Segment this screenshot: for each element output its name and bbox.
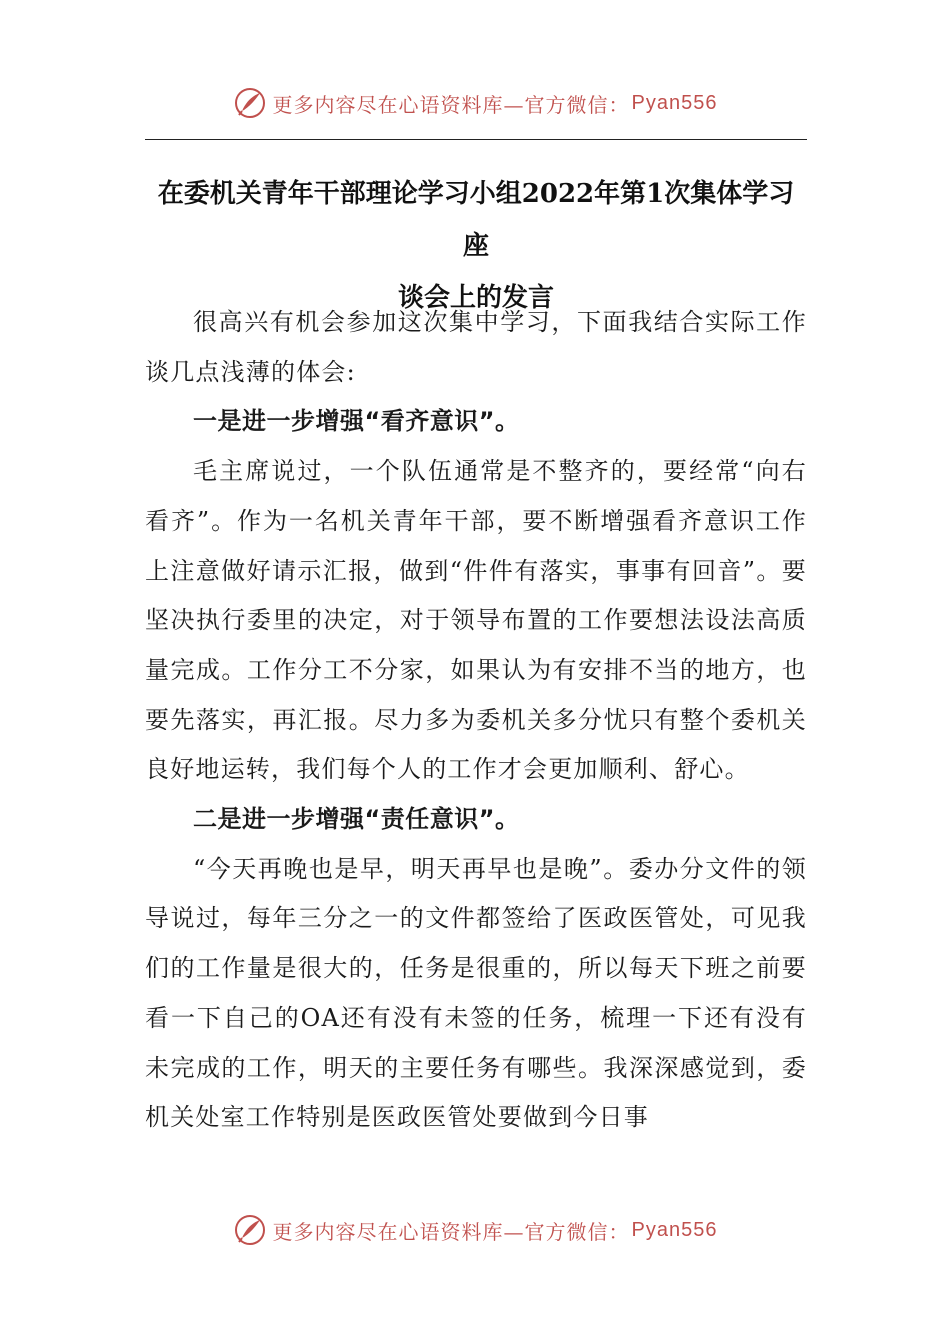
title-line-1: 在委机关青年干部理论学习小组2022年第1次集体学习座 <box>157 179 795 261</box>
header-watermark <box>0 83 950 123</box>
section-paragraph-2: “今天再晚也是早，明天再早也是晚”。委办分文件的领导说过，每年三分之一的文件都签给了医政医管处，可见我们的工作量是很大的，任务是很重的，所以每天下班之前要看一下自己的OA还有没有未签的任务，梳理一下还有没有未完成的工作，明天的主要任务有哪些。我深深感觉到，委机关处室工作特别是医政医管处要做到今日事 <box>145 854 807 1132</box>
watermark-wechat-id: Pyan556 <box>631 1218 718 1241</box>
watermark-text: 更多内容尽在心语资料库—官方微信： <box>272 92 630 117</box>
watermark-text: 更多内容尽在心语资料库—官方微信： <box>272 1219 630 1244</box>
feather-pen-logo-icon <box>233 1213 267 1247</box>
intro-paragraph: 很高兴有机会参加这次集中学习，下面我结合实际工作谈几点浅薄的体会: <box>145 308 807 386</box>
section-paragraph-1: 毛主席说过，一个队伍通常是不整齐的，要经常“向右看齐”。作为一名机关青年干部，要不断增强看齐意识工作上注意做好请示汇报，做到“件件有落实，事事有回音”。要坚决执行委里的决定，对于领导布置的工作要想法设法高质量完成。工作分工不分家，如果认为有安排不当的地方，也要先落实，再汇报。尽力多为委机关多分忧只有整个委机关良好地运转，我们每个人的工作才会更加顺利、舒心。 <box>145 457 807 784</box>
title-line-2: 谈会上的发言 <box>397 283 554 313</box>
header-divider <box>145 139 807 140</box>
watermark-wechat-id: Pyan556 <box>631 91 718 114</box>
section-heading-1: 一是进一步增强“看齐意识”。 <box>193 407 520 436</box>
document-body <box>145 298 807 1143</box>
feather-pen-logo-icon <box>233 86 267 120</box>
section-heading-2: 二是进一步增强“责任意识”。 <box>193 805 520 834</box>
footer-watermark <box>0 1210 950 1250</box>
